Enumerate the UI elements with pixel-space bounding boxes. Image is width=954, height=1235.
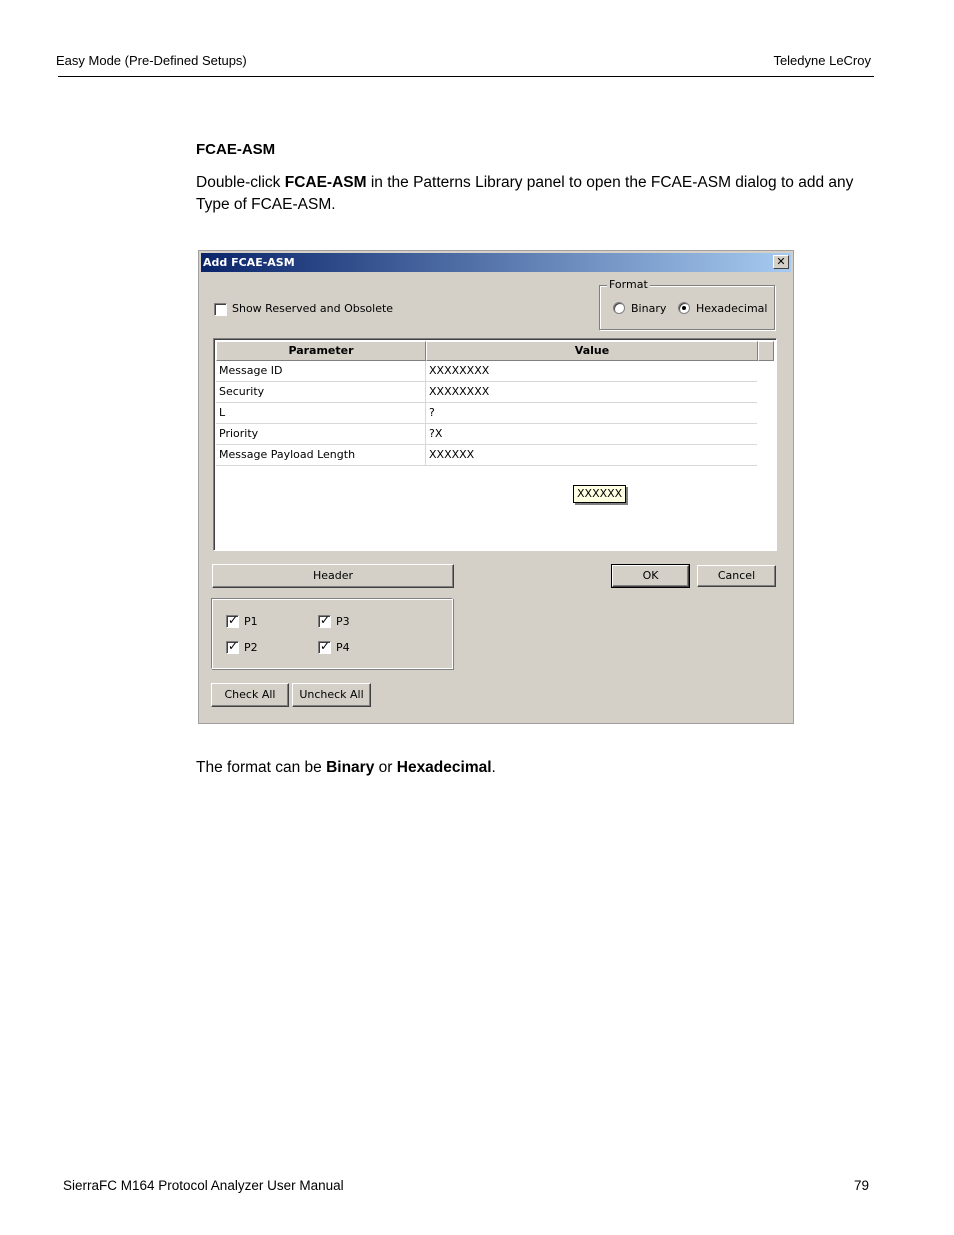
close-icon: ✕ xyxy=(776,255,786,268)
value-cell[interactable]: ?X xyxy=(429,427,443,440)
value-cell[interactable]: XXXXXXXX xyxy=(429,364,490,377)
value-cell[interactable]: XXXXXX xyxy=(429,448,475,461)
parameter-cell: Message Payload Length xyxy=(216,445,426,466)
p2-label: P2 xyxy=(244,641,258,654)
format-legend: Format xyxy=(609,278,648,291)
outro-bold-binary: Binary xyxy=(326,759,375,776)
column-header-value[interactable]: Value xyxy=(426,341,758,361)
column-header-parameter[interactable]: Parameter xyxy=(216,341,426,361)
section-title: FCAE-ASM xyxy=(196,141,276,158)
running-header-left: Easy Mode (Pre-Defined Setups) xyxy=(56,53,247,68)
p4-checkbox[interactable] xyxy=(318,641,331,654)
check-all-button[interactable]: Check All xyxy=(211,683,289,707)
add-fcae-asm-dialog xyxy=(198,250,794,724)
intro-text: Double-click xyxy=(196,174,285,191)
p2-checkbox[interactable] xyxy=(226,641,239,654)
close-button[interactable] xyxy=(773,255,789,269)
cancel-button[interactable]: Cancel xyxy=(697,565,776,587)
hexadecimal-radio-label: Hexadecimal xyxy=(696,302,768,315)
p3-checkbox[interactable] xyxy=(318,615,331,628)
p1-checkbox[interactable] xyxy=(226,615,239,628)
value-cell[interactable]: XXXXXXXX xyxy=(429,385,490,398)
outro-text: The format can be xyxy=(196,759,327,776)
show-reserved-label: Show Reserved and Obsolete xyxy=(232,302,394,315)
table-row[interactable] xyxy=(216,382,757,403)
outro-bold-hexadecimal: Hexadecimal xyxy=(396,759,492,776)
footer-page-number: 79 xyxy=(853,1178,869,1193)
show-reserved-checkbox[interactable] xyxy=(214,303,227,316)
running-header-right: Teledyne LeCroy xyxy=(773,53,871,68)
value-cell[interactable]: ? xyxy=(429,406,435,419)
p3-label: P3 xyxy=(336,615,350,628)
priority-groupbox xyxy=(211,598,453,669)
parameter-cell: Security xyxy=(216,382,426,403)
outro-text-or: or xyxy=(374,759,397,776)
p4-label: P4 xyxy=(336,641,350,654)
header-button[interactable]: Header xyxy=(212,564,454,588)
parameter-cell: L xyxy=(216,403,426,424)
dialog-titlebar[interactable] xyxy=(201,253,791,272)
ok-button[interactable]: OK xyxy=(612,565,689,587)
column-header-filler xyxy=(758,341,774,361)
intro-bold-term: FCAE-ASM xyxy=(284,174,367,191)
uncheck-all-button[interactable]: Uncheck All xyxy=(292,683,371,707)
dialog-title: Add FCAE-ASM xyxy=(203,256,295,269)
p1-label: P1 xyxy=(244,615,258,628)
format-note-paragraph xyxy=(196,759,496,777)
header-divider xyxy=(58,76,874,77)
intro-text-rest: in the Patterns Library panel to open the FCAE-ASM dialog to add any Type of FCAE-ASM. xyxy=(196,174,854,213)
binary-radio-label: Binary xyxy=(631,302,667,315)
parameter-grid xyxy=(213,338,777,551)
binary-radio[interactable] xyxy=(613,302,625,314)
footer-manual-title: SierraFC M164 Protocol Analyzer User Manual xyxy=(63,1178,344,1193)
table-row[interactable] xyxy=(216,424,757,445)
outro-period: . xyxy=(491,759,496,776)
parameter-cell: Message ID xyxy=(216,361,426,382)
value-tooltip: XXXXXX xyxy=(573,485,626,503)
intro-paragraph xyxy=(196,172,886,216)
table-row[interactable] xyxy=(216,361,757,382)
table-row[interactable] xyxy=(216,445,757,466)
format-groupbox xyxy=(599,278,775,330)
parameter-cell: Priority xyxy=(216,424,426,445)
table-row[interactable] xyxy=(216,403,757,424)
hexadecimal-radio[interactable] xyxy=(678,302,690,314)
